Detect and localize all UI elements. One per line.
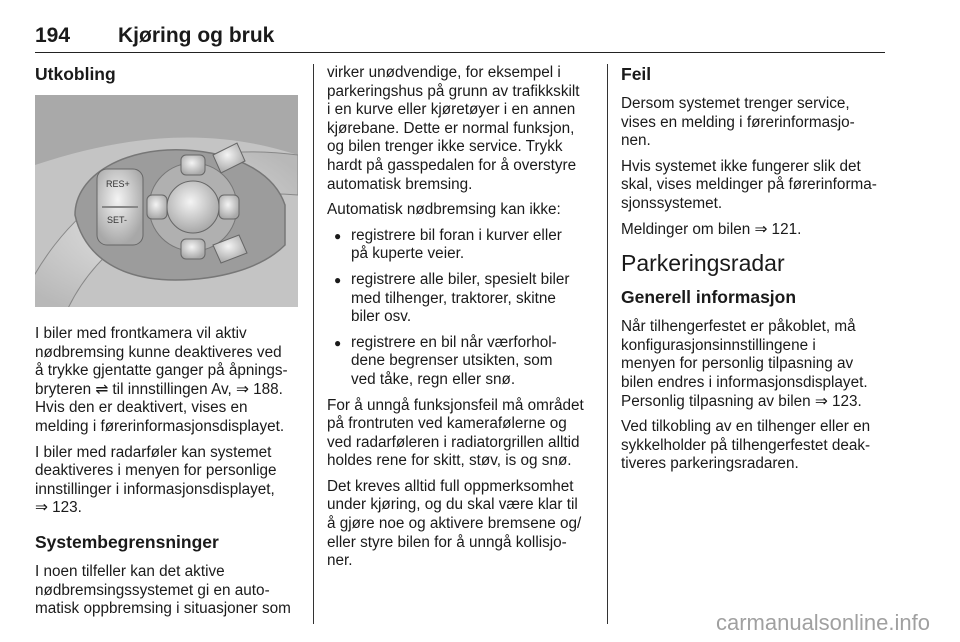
paragraph-kan-ikke: Automatisk nødbremsing kan ikke: <box>327 201 561 219</box>
figure-label-set: SET- <box>107 215 128 225</box>
text-line: Hvis systemet ikke fungerer slik det <box>621 157 861 175</box>
limitations-list <box>327 227 595 390</box>
text-line: skal, vises meldinger på førerinforma- <box>621 176 877 194</box>
column-divider <box>313 64 314 624</box>
text-line: ner. <box>327 552 353 570</box>
text-line: melding i førerinformasjonsdisplayet. <box>35 417 285 435</box>
paragraph-fungerer-ikke <box>621 158 889 214</box>
list-item <box>327 227 595 264</box>
text-line: tiveres parkeringsradaren. <box>621 455 799 473</box>
subheading-generell-informasjon: Generell informasjon <box>621 287 797 308</box>
text-line: biler osv. <box>351 308 412 326</box>
text-line: på frontruten ved kamerafølerne og <box>327 415 567 433</box>
text-line: parkeringshus på grunn av trafikkskilt <box>327 82 580 100</box>
text-line: kjørebane. Dette er normal funksjon, <box>327 119 575 137</box>
text-line: i en kurve eller kjøretøyer i en annen <box>327 101 576 119</box>
text-line: å gjøre noe og aktivere bremsene og/ <box>327 515 582 533</box>
paragraph-service <box>621 95 889 151</box>
text-line: I noen tilfeller kan det aktive <box>35 562 225 580</box>
text-line: Dersom systemet trenger service, <box>621 95 850 112</box>
text-line: holdes rene for skitt, støv, is og snø. <box>327 452 572 470</box>
text-line: ved tåke, regn eller snø. <box>351 370 516 388</box>
text-line: menyen for personlig tilpasning av <box>621 355 854 373</box>
text-line: registrere alle biler, spesielt biler <box>351 270 570 288</box>
paragraph-systembegrensninger <box>35 563 300 619</box>
text-line: bryteren ⇌ til innstillingen Av, ⇒ 188. <box>35 380 283 398</box>
text-line: konfigurasjonsinnstillingene i <box>621 336 816 354</box>
text-line: vises en melding i førerinformasjo- <box>621 113 855 131</box>
text-line: matisk oppbremsing i situasjoner som <box>35 600 291 618</box>
paragraph-oppmerksomhet <box>327 478 595 571</box>
text-line: Når tilhengerfestet er påkoblet, må <box>621 318 856 336</box>
list-item <box>327 271 595 327</box>
section-title-parkeringsradar: Parkeringsradar <box>621 250 785 277</box>
text-line: med tilhenger, traktorer, skitne <box>351 289 556 307</box>
text-line: dene begrenser utsikten, som <box>351 352 553 370</box>
text-line: eller styre bilen for å unngå kollisjo- <box>327 533 567 551</box>
text-line: I biler med frontkamera vil aktiv <box>35 325 247 342</box>
text-line: registrere en bil når værforhol- <box>351 333 557 351</box>
page-number: 194 <box>35 24 71 47</box>
column-3 <box>621 64 889 481</box>
text-line: ved radarføleren i radiatorgrillen alltid <box>327 433 580 451</box>
text-line: registrere bil foran i kurver eller <box>351 226 562 244</box>
text-line: sykkelholder på tilhengerfestet deak- <box>621 436 871 454</box>
text-line: Det kreves alltid full oppmerksomhet <box>327 477 574 495</box>
list-item <box>327 334 595 390</box>
text-line: på kuperte veier. <box>351 245 465 263</box>
text-line: å trykke gjentatte ganger på åpnings- <box>35 362 288 380</box>
text-line: hardt på gasspedalen for å overstyre <box>327 156 577 174</box>
column-divider <box>607 64 608 624</box>
text-line: Ved tilkobling av en tilhenger eller en <box>621 418 871 436</box>
text-line: under kjøring, og du skal være klar til <box>327 496 578 514</box>
page-header <box>35 24 885 53</box>
paragraph-tilhengerfeste <box>621 318 889 411</box>
paragraph-sykkelholder <box>621 418 889 474</box>
text-line: nødbremsing kunne deaktiveres ved <box>35 343 282 361</box>
text-line: innstillinger i informasjonsdisplayet, <box>35 480 275 498</box>
text-line: ⇒ 123. <box>35 499 82 517</box>
section-heading-systembegrensninger: Systembegrensninger <box>35 531 219 552</box>
column-1 <box>35 64 300 626</box>
watermark: carmanualsonline.info <box>715 610 930 635</box>
text-line: Personlig tilpasning av bilen ⇒ 123. <box>621 392 862 410</box>
paragraph-meldinger: Meldinger om bilen ⇒ 121. <box>621 220 802 238</box>
paragraph-continuation <box>327 64 595 194</box>
steering-wheel-controls-figure <box>35 95 298 307</box>
text-line: For å unngå funksjonsfeil må området <box>327 396 584 414</box>
paragraph-frontkamera <box>35 325 300 437</box>
text-line: nen. <box>621 132 651 150</box>
text-line: bilen endres i informasjonsdisplayet. <box>621 373 868 391</box>
paragraph-funksjonsfeil <box>327 397 595 471</box>
text-line: sjonssystemet. <box>621 194 723 212</box>
text-line: I biler med radarføler kan systemet <box>35 443 272 461</box>
section-heading-utkobling: Utkobling <box>35 64 116 84</box>
text-line: nødbremsingssystemet gi en auto- <box>35 581 270 599</box>
text-line: og bilen trenger ikke service. Trykk <box>327 138 563 156</box>
figure-label-res: RES+ <box>106 179 130 189</box>
text-line: automatisk bremsing. <box>327 175 473 193</box>
text-line: Hvis den er deaktivert, vises en <box>35 399 248 417</box>
column-2 <box>327 64 595 578</box>
paragraph-radarfoler <box>35 444 300 518</box>
section-heading-feil: Feil <box>621 64 652 84</box>
text-line: deaktiveres i menyen for personlige <box>35 462 277 480</box>
text-line: virker unødvendige, for eksempel i <box>327 64 561 81</box>
page-title: Kjøring og bruk <box>118 24 275 47</box>
